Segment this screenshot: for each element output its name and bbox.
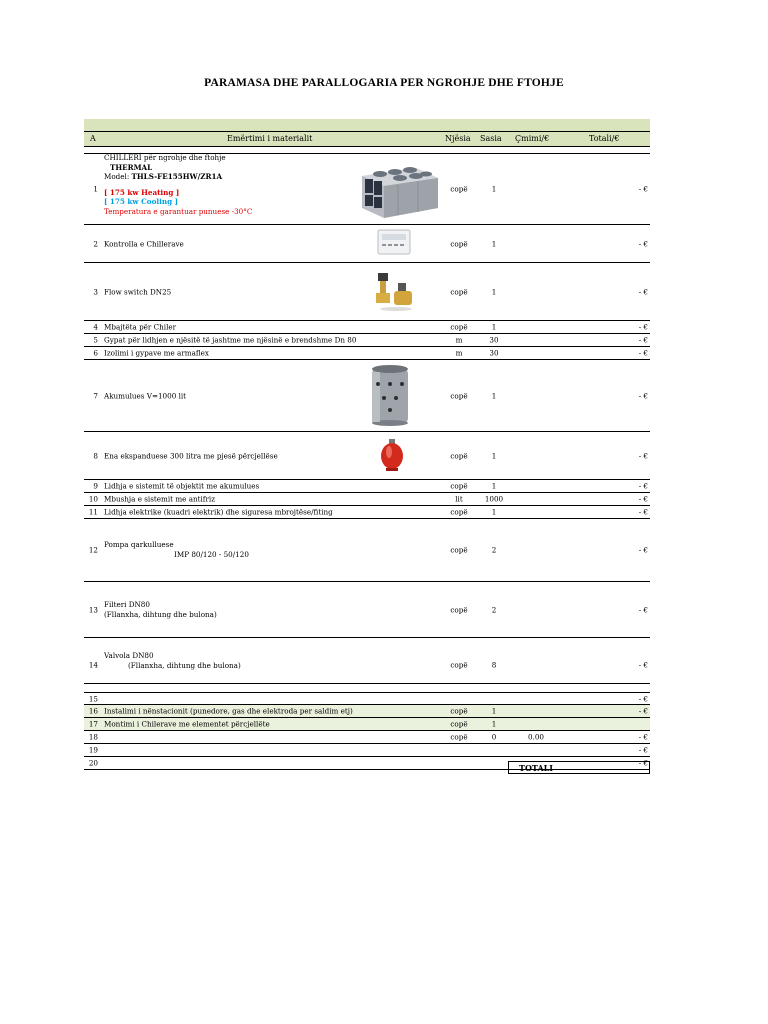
qty-cell: 0: [491, 732, 497, 742]
price-cell: 0.00: [527, 732, 544, 742]
table-row: [84, 692, 650, 705]
unit-cell: copë: [450, 184, 468, 194]
table-header: [84, 131, 650, 147]
chiller-line1: CHILLERI për ngrohje dhe ftohje: [104, 153, 226, 162]
table-row: [84, 263, 650, 321]
model-code: THLS-FE155HW/ZR1A: [131, 172, 223, 182]
item-name: Gypat për lidhjen e njësitë të jashtme me njësinë e brendshme Dn 80: [104, 335, 357, 345]
table-row: [84, 432, 650, 480]
chiller-model-line: [104, 172, 252, 182]
col-qty-header: Sasia: [480, 133, 502, 143]
controller-image: [376, 227, 412, 257]
total-cell: - €: [638, 605, 648, 614]
header-strip: [84, 119, 650, 131]
item-name: Lidhja e sistemit të objektit me akumulues: [104, 481, 260, 491]
unit-cell: copë: [450, 451, 468, 460]
qty-cell: 1000: [484, 494, 504, 504]
total-cell: - €: [638, 494, 648, 504]
filter-line2: (Fllanxha, dihtung dhe bulona): [104, 609, 217, 619]
table-row: [84, 731, 650, 744]
totali-label: TOTALI: [519, 763, 554, 773]
filter-description: [104, 600, 217, 620]
total-cell: - €: [638, 481, 648, 491]
temperature-note: Temperatura e garantuar punuese -30°C: [104, 206, 253, 216]
total-cell: - €: [638, 507, 648, 517]
row-number: 6: [93, 348, 98, 358]
valve-description: [104, 651, 241, 671]
unit-cell: copë: [450, 287, 468, 296]
qty-cell: 30: [489, 348, 499, 358]
qty-cell: 1: [491, 507, 497, 517]
col-unit-header: Njësia: [445, 133, 471, 143]
row-number: 14: [88, 660, 98, 670]
item-name: Lidhja elektrike (kuadri elektrik) dhe siguresa mbrojtëse/fiting: [104, 507, 333, 517]
item-name: Kontrolla e Chillerave: [104, 239, 184, 248]
row-number: 1: [93, 184, 98, 194]
row-number: 4: [93, 322, 98, 332]
expansion-vessel-image: [378, 438, 408, 472]
col-total-header: Totali/€: [589, 133, 620, 143]
pump-line2: IMP 80/120 - 50/120: [174, 550, 249, 559]
table-row: [84, 153, 650, 225]
quantities-table: [84, 119, 650, 770]
table-row: [84, 582, 650, 638]
table-row: [84, 718, 650, 731]
item-name: Izolimi i gypave me armaflex: [104, 348, 209, 358]
total-cell: - €: [638, 451, 648, 460]
qty-cell: 30: [489, 335, 499, 345]
unit-cell: m: [455, 335, 463, 345]
row-number: 11: [88, 507, 98, 517]
item-name: Montimi i Chilerave me elementet përcjellëte: [104, 719, 270, 729]
chiller-brand: THERMAL: [110, 162, 153, 172]
chiller-unit-image: [358, 158, 440, 218]
qty-cell: 1: [491, 287, 497, 296]
unit-cell: copë: [450, 391, 468, 400]
total-cell: - €: [638, 545, 648, 555]
qty-cell: 1: [491, 706, 497, 716]
chiller-description: [104, 153, 252, 217]
qty-cell: 1: [491, 481, 497, 491]
unit-cell: copë: [450, 719, 468, 729]
table-row: [84, 360, 650, 432]
row-number: 10: [88, 494, 98, 504]
flow-switch-image: [372, 269, 418, 315]
item-name: Akumulues V=1000 lit: [104, 391, 187, 400]
item-name: Ena ekspanduese 300 litra me pjesë përcjellëse: [104, 451, 278, 460]
row-number: 20: [88, 758, 98, 768]
cooling-capacity: [ 175 kw Cooling ]: [104, 197, 179, 207]
row-number: 8: [93, 451, 98, 460]
unit-cell: copë: [450, 732, 468, 742]
table-row: [84, 321, 650, 334]
col-a-header: A: [90, 133, 96, 143]
qty-cell: 2: [491, 605, 497, 614]
table-row: [84, 347, 650, 360]
table-row: [84, 334, 650, 347]
total-cell: - €: [638, 184, 648, 194]
row-number: 12: [88, 545, 98, 555]
row-number: 7: [93, 391, 98, 400]
table-row: [84, 519, 650, 582]
page-title: PARAMASA DHE PARALLOGARIA PER NGROHJE DHE FTOHJE: [204, 77, 564, 89]
model-label: Model:: [104, 172, 132, 182]
total-cell: - €: [638, 745, 648, 755]
unit-cell: copë: [450, 239, 468, 248]
unit-cell: lit: [455, 494, 463, 504]
buffer-tank-image: [360, 362, 420, 428]
unit-cell: copë: [450, 706, 468, 716]
valve-line1: Valvola DN80: [104, 650, 154, 660]
qty-cell: 1: [491, 184, 497, 194]
row-number: 9: [93, 481, 98, 491]
total-cell: - €: [638, 758, 648, 768]
table-row: [84, 506, 650, 519]
total-cell: - €: [638, 287, 648, 296]
col-price-header: Çmimi/€: [515, 133, 550, 143]
total-cell: - €: [638, 660, 648, 670]
table-row: [84, 225, 650, 263]
unit-cell: copë: [450, 507, 468, 517]
total-cell: - €: [638, 322, 648, 332]
unit-cell: copë: [450, 660, 468, 670]
row-number: 18: [88, 732, 98, 742]
total-cell: - €: [638, 391, 648, 400]
table-row: [84, 705, 650, 718]
row-number: 3: [93, 287, 98, 296]
qty-cell: 1: [491, 322, 497, 332]
heating-capacity: [ 175 kw Heating ]: [104, 187, 180, 197]
table-row: [84, 480, 650, 493]
totali-box: [508, 758, 650, 774]
row-number: 13: [88, 605, 98, 614]
row-number: 15: [88, 694, 98, 703]
item-name: Mbushja e sistemit me antifriz: [104, 494, 215, 504]
qty-cell: 8: [491, 660, 497, 670]
filter-line1: Filteri DN80: [104, 599, 150, 609]
total-cell: - €: [638, 348, 648, 358]
row-number: 5: [93, 335, 98, 345]
item-name: Flow switch DN25: [104, 287, 172, 296]
qty-cell: 2: [491, 545, 497, 555]
total-cell: - €: [638, 335, 648, 345]
row-number: 17: [88, 719, 98, 729]
unit-cell: copë: [450, 322, 468, 332]
item-name: Mbajtëta për Chiler: [104, 322, 177, 332]
qty-cell: 1: [491, 719, 497, 729]
table-row: [84, 744, 650, 757]
unit-cell: copë: [450, 481, 468, 491]
table-row: [84, 493, 650, 506]
total-cell: - €: [638, 732, 648, 742]
total-cell: - €: [638, 239, 648, 248]
unit-cell: m: [455, 348, 463, 358]
row-number: 19: [88, 745, 98, 755]
item-name: Instalimi i nënstacionit (punedore, gas dhe elektroda per saldim etj): [104, 706, 353, 716]
qty-cell: 1: [491, 451, 497, 460]
qty-cell: 1: [491, 239, 497, 248]
col-name-header: Emërtimi i materialit: [227, 133, 313, 143]
pump-line1: Pompa qarkulluese: [104, 540, 174, 549]
total-cell: - €: [638, 694, 648, 703]
row-number: 16: [88, 706, 98, 716]
unit-cell: copë: [450, 545, 468, 555]
qty-cell: 1: [491, 391, 497, 400]
unit-cell: copë: [450, 605, 468, 614]
row-number: 2: [93, 239, 98, 248]
pump-description: [104, 540, 249, 560]
table-row: [84, 638, 650, 684]
valve-line2: (Fllanxha, dihtung dhe bulona): [128, 660, 241, 670]
total-cell: - €: [638, 706, 648, 716]
